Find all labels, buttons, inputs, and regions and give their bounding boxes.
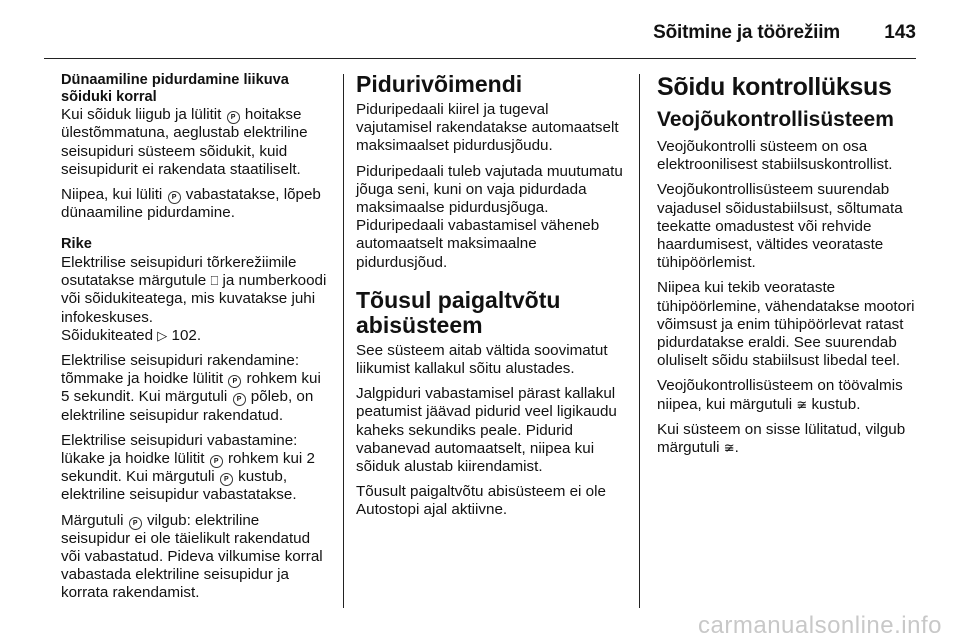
text: 102.	[171, 326, 202, 344]
paragraph: Jalgpiduri vabastamisel pärast kallakul peatumist jäävad pidurid veel ligikaudu kaheks sekundiks peale. Pidurid vabanevad automaatselt, niipea kui sõiduk alustab kiirendamist.	[356, 385, 617, 476]
brake-p-icon: P	[129, 517, 142, 530]
paragraph	[61, 186, 329, 222]
paragraph: Veojõukontrollisüsteem suurendab vajadusel sõidustabiilsust, sõltumata teekatte omadustest või rehvide haardumisest, vältides veorataste tühipöörlemist.	[657, 181, 903, 272]
paragraph	[61, 352, 329, 425]
paragraph	[61, 106, 329, 179]
text: ja numberkoodi või sõidukiteatega, mis kuvatakse juhi infokeskuses.	[61, 272, 327, 326]
column-3	[657, 72, 925, 608]
brake-p-icon: P	[210, 455, 223, 468]
text: .	[734, 439, 739, 457]
text: Kui sõiduk liigub ja lülitit	[61, 106, 222, 124]
text: Kui süsteem on sisse lülitatud, vilgub märgutuli	[657, 420, 906, 457]
brake-p-icon: P	[228, 375, 241, 388]
text: vabastatakse, lõpeb dünaamiline pidurdamine.	[61, 186, 321, 222]
text: Elektrilise seisupiduri vabastamine: lükake ja hoidke lülitit	[61, 431, 298, 468]
paragraph	[657, 421, 925, 457]
text: rohkem kui 2 sekundit. Kui märgutuli	[61, 450, 315, 486]
brake-assist-heading: Pidurivõimendi	[356, 71, 523, 97]
brake-p-icon: P	[220, 473, 233, 486]
text: vilgub: elektriline seisupidur ei ole täielikult rakendatud või vabastatud. Pideva vilkumise korral vabastada elektriline seisupidur ja korrata rakendamist.	[61, 511, 323, 602]
dynamic-braking-heading: Dünaamiline pidurdamine liikuva sõiduki korral	[61, 72, 289, 105]
column-1	[61, 72, 329, 608]
text: põleb, on elektriline seisupidur rakendatud.	[61, 388, 314, 424]
warning-lamp-icon: ⎕	[210, 273, 219, 289]
text: kustub, elektriline seisupidur vabastatakse.	[61, 468, 297, 504]
text: Elektrilise seisupiduri tõrkerežiimile osutatakse märgutule	[61, 254, 297, 290]
paragraph: Piduripedaali kiirel ja tugeval vajutamisel rakendatakse automaatselt maksimaalset pidurdusjõudu.	[356, 101, 619, 155]
paragraph	[657, 377, 925, 413]
text: Niipea, kui lüliti	[61, 186, 163, 203]
hill-start-assist-heading: Tõusul paigaltvõtu abisüsteem	[356, 286, 561, 338]
text: Veojõukontrollisüsteem on töövalmis niipea, kui märgutuli	[657, 377, 903, 413]
column-divider	[639, 74, 640, 608]
header-rule	[44, 58, 916, 59]
paragraph	[61, 432, 329, 505]
fault-heading: Rike	[61, 236, 92, 253]
text: Märgutuli	[61, 511, 124, 529]
traction-control-heading: Veojõukontrollisüsteem	[657, 108, 894, 131]
column-2	[356, 72, 624, 608]
paragraph: Tõusult paigaltvõtu abisüsteem ei ole Autostopi ajal aktiivne.	[356, 483, 606, 519]
paragraph: See süsteem aitab vältida soovimatut liikumist kallakul sõitu alustades.	[356, 341, 608, 378]
page-number: 143	[884, 22, 916, 43]
text: hoitakse ülestõmmatuna, aeglustab elektriline seisupiduri süsteem sõidukit, kuid seisupidurit ei rakendata staatiliselt.	[61, 106, 308, 178]
column-divider	[343, 74, 344, 608]
paragraph: Piduripedaali tuleb vajutada muutumatu jõuga seni, kuni on vaja pidurdada maksimaalse pidurdusjõuga. Piduripedaali vabastamisel väheneb automaatselt maksimaalne pidurdusjõud.	[356, 162, 623, 271]
page-header	[0, 0, 960, 58]
text: Sõidukiteated	[61, 326, 154, 344]
paragraph	[61, 254, 329, 345]
brake-p-icon: P	[233, 393, 246, 406]
paragraph: Veojõukontrolli süsteem on osa elektroonilisest stabiilsuskontrollist.	[657, 138, 893, 174]
text: rohkem kui 5 sekundit. Kui märgutuli	[61, 370, 321, 406]
triangle-right-icon: ▷	[157, 327, 168, 343]
text: Elektrilise seisupiduri rakendamine: tõmmake ja hoidke lülitit	[61, 352, 300, 388]
text: kustub.	[811, 395, 861, 413]
traction-control-icon: ≆	[796, 396, 808, 412]
ride-control-heading: Sõidu kontrollüksus	[657, 73, 892, 101]
header-title: Sõitmine ja töörežiim	[653, 22, 840, 43]
paragraph: Niipea kui tekib veorataste tühipöörlemine, vähendatakse mootori võimsust ja enim tühipöörlevat ratast pidurdatakse eraldi. See suurendab oluliselt sõidu stabiilsust libedal teel.	[657, 279, 915, 370]
brake-p-icon: P	[168, 191, 181, 204]
brake-p-icon: P	[227, 111, 240, 124]
paragraph	[61, 512, 329, 603]
watermark: carmanualsonline.info	[698, 612, 942, 639]
traction-control-icon: ≆	[723, 440, 735, 456]
